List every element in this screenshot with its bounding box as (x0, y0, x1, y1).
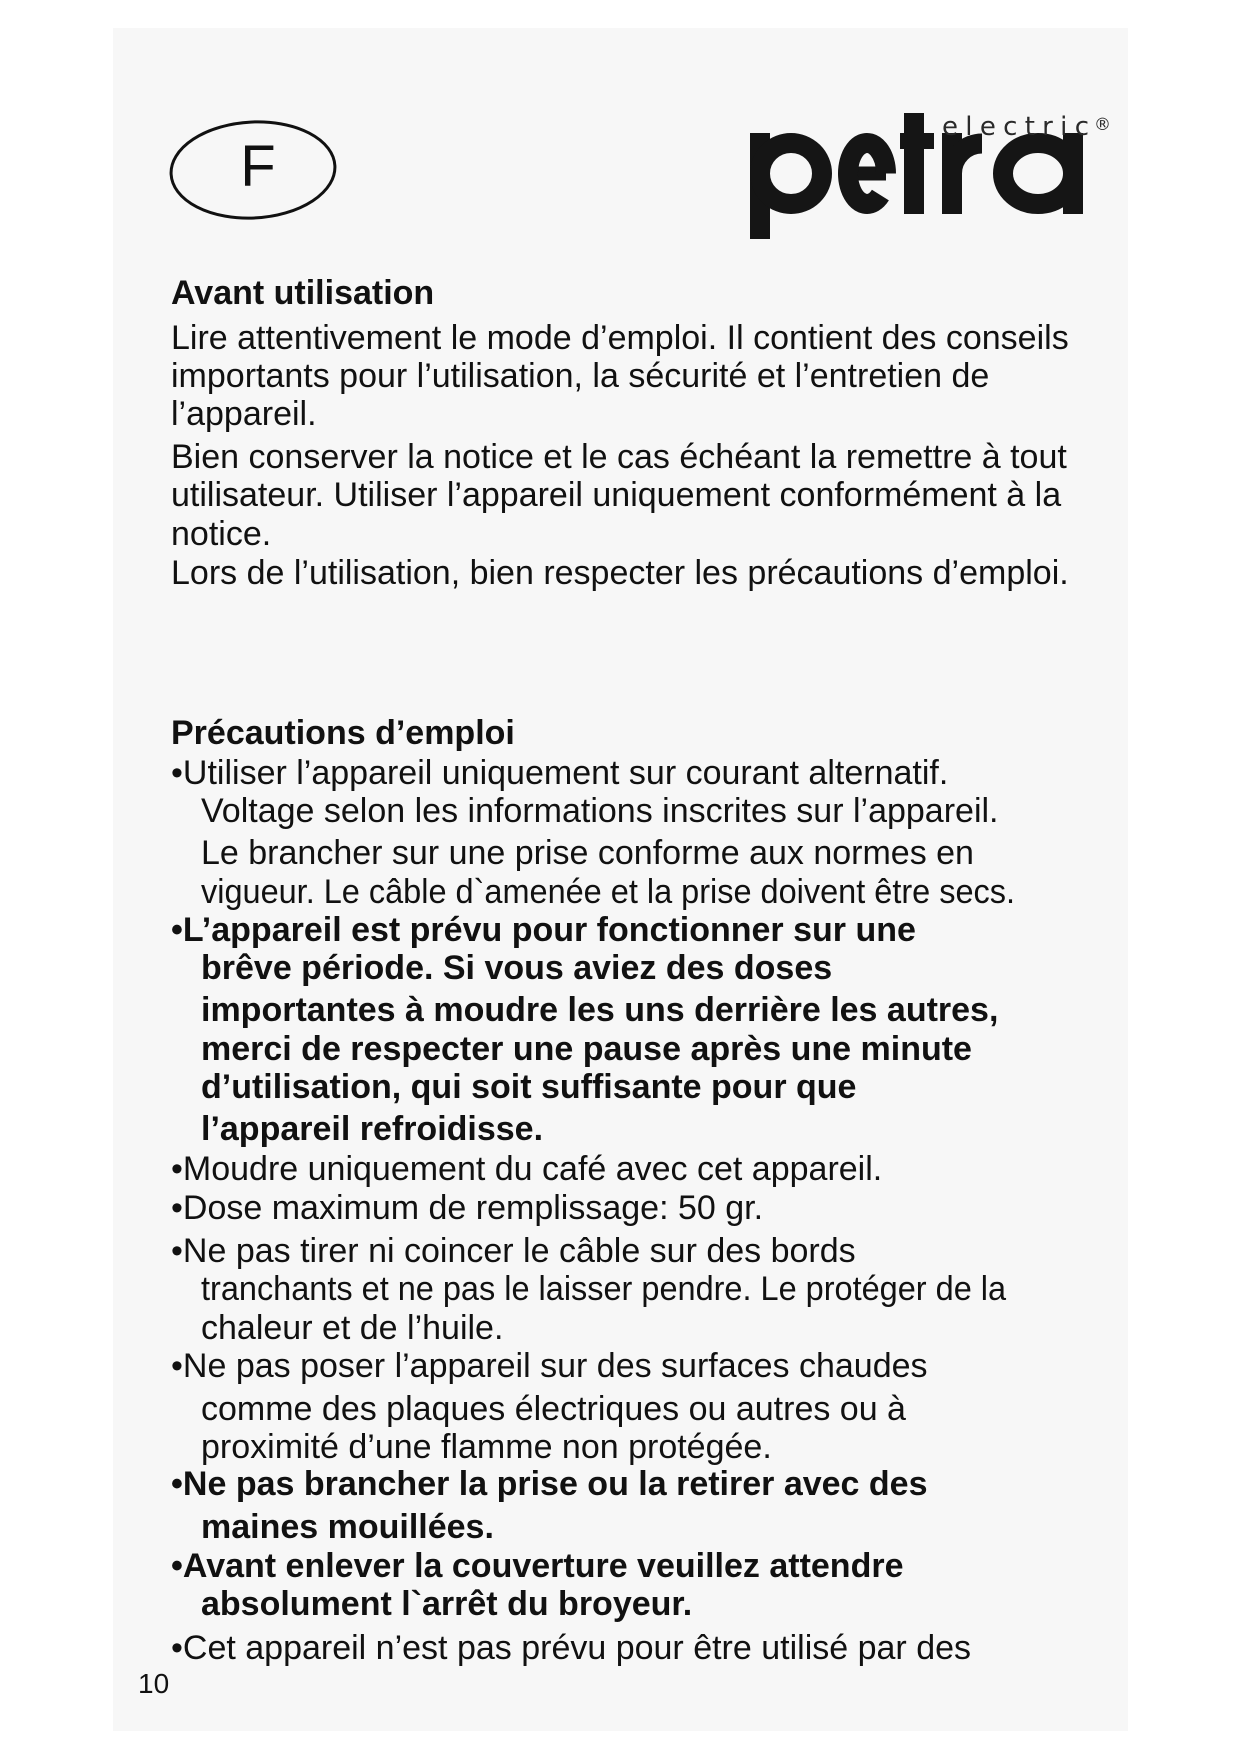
bullet-first-line (171, 754, 948, 792)
bullet-first-line (171, 1232, 856, 1270)
bullet-dot-icon: • (171, 1547, 183, 1585)
page-number: 10 (138, 1668, 170, 1699)
petra-logo (740, 100, 1120, 245)
bullet-line: Le brancher sur une prise conforme aux normes en (201, 834, 974, 872)
bullet-dot-icon: • (171, 1189, 183, 1227)
bullet-text: Dose maximum de remplissage: 50 gr. (182, 1189, 764, 1227)
bullet-line: brêve période. Si vous aviez des doses (201, 949, 833, 987)
logo-stroke (952, 144, 982, 174)
text-line: l’appareil. (171, 395, 317, 433)
bullet-dot-icon: • (171, 1629, 183, 1667)
logo-letter-r (952, 133, 982, 214)
bullet-dot-icon: • (171, 1347, 183, 1385)
logo-stroke (1003, 143, 1073, 204)
bullet-dot-icon: • (171, 1232, 183, 1270)
bullet-first-line (171, 1547, 903, 1585)
bullet-line: absolument l`arrêt du broyeur. (201, 1585, 693, 1623)
logo-letter-t (900, 113, 934, 214)
bullet-line: d’utilisation, qui soit suffisante pour que (201, 1068, 857, 1106)
bullet-first-line (171, 911, 916, 949)
bullet-text: Utiliser l’appareil uniquement sur courant alternatif. (182, 754, 949, 792)
logo-stroke (760, 143, 822, 204)
logo-letter-p (760, 133, 822, 239)
bullet-line: merci de respecter une pause après une minute (201, 1030, 972, 1068)
text-line: importants pour l’utilisation, la sécurité et l’entretien de (171, 357, 990, 395)
language-badge (165, 115, 345, 225)
bullet-first-line (171, 1150, 882, 1188)
bullet-first-line (171, 1347, 928, 1385)
text-line: Lors de l’utilisation, bien respecter les précautions d’emploi. (171, 554, 1069, 592)
bullet-text: Ne pas brancher la prise ou la retirer avec des (182, 1465, 928, 1503)
bullet-line: Voltage selon les informations inscrites sur l’appareil. (201, 792, 999, 830)
bullet-dot-icon: • (171, 911, 183, 949)
bullet-line: l’appareil refroidisse. (201, 1110, 544, 1148)
bullet-line: tranchants et ne pas le laisser pendre. Le protéger de la (201, 1270, 1007, 1308)
bullet-dot-icon: • (171, 754, 183, 792)
bullet-first-line (171, 1465, 928, 1503)
bullet-line: comme des plaques électriques ou autres ou à (201, 1390, 906, 1428)
bullet-text: Avant enlever la couverture veuillez attendre (182, 1547, 904, 1585)
text-line: Lire attentivement le mode d’emploi. Il contient des conseils (171, 319, 1069, 357)
bullet-line: chaleur et de l’huile. (201, 1309, 504, 1347)
section-heading: Avant utilisation (171, 274, 435, 312)
bullet-text: Ne pas poser l’appareil sur des surfaces chaudes (182, 1347, 928, 1385)
bullet-line: maines mouillées. (201, 1508, 494, 1546)
logo-tagline: electric (942, 112, 1089, 142)
bullet-line: importantes à moudre les uns derrière les autres, (201, 991, 999, 1029)
text-line: utilisateur. Utiliser l’appareil uniquement conformément à la (171, 476, 1062, 514)
bullet-text: L’appareil est prévu pour fonctionner sur une (182, 911, 916, 949)
text-line: Bien conserver la notice et le cas échéant la remettre à tout (171, 438, 1067, 476)
bullet-text: Moudre uniquement du café avec cet appareil. (182, 1150, 883, 1188)
bullet-text: Ne pas tirer ni coincer le câble sur des bords (182, 1232, 856, 1270)
logo-letter-e (848, 143, 886, 204)
section-heading: Précautions d’emploi (171, 714, 515, 752)
registered-mark: ® (1094, 115, 1111, 135)
logo-letter-a (1003, 133, 1073, 214)
bullet-dot-icon: • (171, 1150, 183, 1188)
bullet-text: Cet appareil n’est pas prévu pour être utilisé par des (182, 1629, 972, 1667)
bullet-line: vigueur. Le câble d`amenée et la prise doivent être secs. (201, 873, 1016, 911)
bullet-first-line (171, 1189, 763, 1227)
bullet-first-line (171, 1629, 971, 1667)
text-line: notice. (171, 515, 272, 553)
bullet-dot-icon: • (171, 1465, 183, 1503)
bullet-line: proximité d’une flamme non protégée. (201, 1428, 772, 1466)
language-code: F (240, 134, 276, 199)
